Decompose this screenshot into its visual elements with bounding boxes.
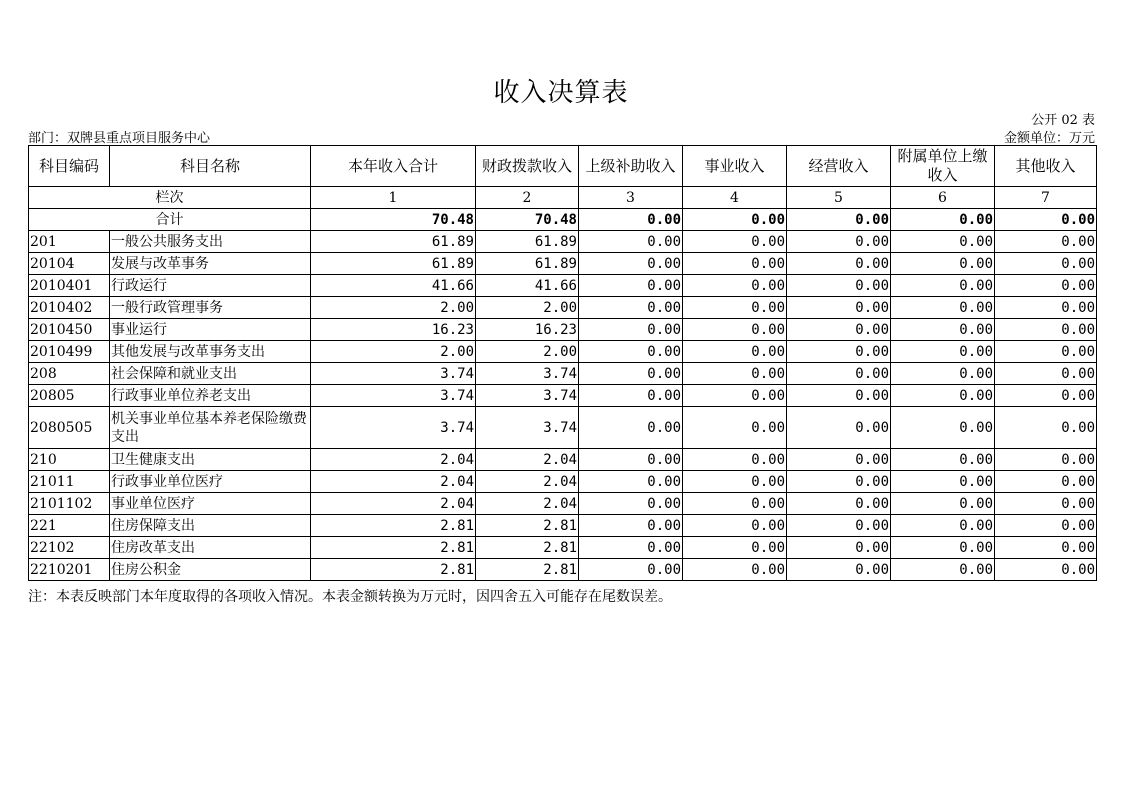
row-value: 41.66 [311,275,476,297]
page-title: 收入决算表 [493,78,629,108]
row-code: 2010402 [29,297,110,319]
row-name: 住房公积金 [110,559,311,581]
row-value: 0.00 [787,515,891,537]
row-value: 0.00 [579,341,683,363]
column-index: 6 [891,187,995,209]
income-table [28,145,1097,581]
row-value: 0.00 [683,537,787,559]
row-value: 0.00 [579,363,683,385]
row-value: 0.00 [579,493,683,515]
row-name: 行政事业单位医疗 [110,471,311,493]
row-value: 0.00 [787,407,891,449]
row-value: 0.00 [787,231,891,253]
row-value: 2.04 [476,493,579,515]
header-row [29,146,1097,187]
row-value: 0.00 [787,341,891,363]
table-row [29,297,1097,319]
row-code: 2010450 [29,319,110,341]
row-value: 0.00 [995,471,1097,493]
row-value: 41.66 [476,275,579,297]
row-value: 3.74 [311,363,476,385]
header-business-income: 事业收入 [683,146,787,187]
header-affiliated-income: 附属单位上缴收入 [891,146,995,187]
row-value: 0.00 [683,493,787,515]
row-value: 0.00 [683,253,787,275]
row-value: 3.74 [311,385,476,407]
row-code: 2010401 [29,275,110,297]
row-name: 卫生健康支出 [110,449,311,471]
row-value: 0.00 [995,253,1097,275]
row-value: 0.00 [891,493,995,515]
row-code: 20805 [29,385,110,407]
row-value: 16.23 [311,319,476,341]
form-number: 公开 02 表 [1031,113,1095,128]
table-row [29,471,1097,493]
row-value: 2.00 [476,341,579,363]
table-row [29,537,1097,559]
row-name: 发展与改革事务 [110,253,311,275]
row-value: 0.00 [787,275,891,297]
row-value: 2.81 [476,559,579,581]
row-name: 行政运行 [110,275,311,297]
total-value: 0.00 [579,209,683,231]
row-value: 61.89 [311,231,476,253]
row-name: 社会保障和就业支出 [110,363,311,385]
row-value: 0.00 [995,363,1097,385]
row-value: 2.81 [476,515,579,537]
row-value: 2.04 [311,449,476,471]
row-value: 0.00 [891,471,995,493]
table-row [29,449,1097,471]
row-name: 住房改革支出 [110,537,311,559]
header-code: 科目编码 [29,146,110,187]
header-name: 科目名称 [110,146,311,187]
column-index: 1 [311,187,476,209]
row-code: 201 [29,231,110,253]
row-value: 2.04 [476,449,579,471]
table-row [29,231,1097,253]
row-value: 61.89 [476,253,579,275]
row-value: 2.81 [311,559,476,581]
row-code: 20104 [29,253,110,275]
row-value: 0.00 [787,471,891,493]
amount-unit: 金额单位：万元 [1003,131,1095,146]
header-fiscal-income: 财政拨款收入 [476,146,579,187]
column-index-label: 栏次 [29,187,311,209]
total-value: 0.00 [683,209,787,231]
row-value: 0.00 [683,319,787,341]
table-row [29,319,1097,341]
row-value: 61.89 [311,253,476,275]
table-row [29,275,1097,297]
row-value: 0.00 [787,319,891,341]
table-row [29,341,1097,363]
row-value: 0.00 [995,559,1097,581]
total-value: 0.00 [891,209,995,231]
column-index: 2 [476,187,579,209]
row-value: 2.81 [476,537,579,559]
row-value: 0.00 [787,363,891,385]
row-value: 0.00 [891,275,995,297]
row-value: 3.74 [476,385,579,407]
header-superior-subsidy: 上级补助收入 [579,146,683,187]
table-row [29,363,1097,385]
footnote: 注：本表反映部门本年度取得的各项收入情况。本表金额转换为万元时，因四舍五入可能存在尾数误差。 [28,589,672,605]
row-value: 0.00 [787,537,891,559]
row-value: 16.23 [476,319,579,341]
column-index: 4 [683,187,787,209]
row-value: 0.00 [995,297,1097,319]
row-code: 2101102 [29,493,110,515]
row-value: 0.00 [683,407,787,449]
row-value: 0.00 [683,449,787,471]
row-value: 0.00 [579,275,683,297]
row-value: 0.00 [891,385,995,407]
row-value: 2.00 [476,297,579,319]
total-value: 0.00 [995,209,1097,231]
row-value: 0.00 [683,275,787,297]
row-value: 0.00 [995,493,1097,515]
row-value: 0.00 [891,341,995,363]
row-code: 221 [29,515,110,537]
row-value: 2.00 [311,341,476,363]
row-code: 2010499 [29,341,110,363]
row-value: 0.00 [683,385,787,407]
row-value: 3.74 [311,407,476,449]
row-value: 0.00 [891,297,995,319]
table-row [29,407,1097,449]
row-value: 0.00 [579,515,683,537]
row-value: 2.04 [476,471,579,493]
row-value: 0.00 [995,407,1097,449]
row-value: 0.00 [891,559,995,581]
table-row [29,515,1097,537]
total-value: 70.48 [311,209,476,231]
row-name: 一般行政管理事务 [110,297,311,319]
row-name: 行政事业单位养老支出 [110,385,311,407]
row-code: 21011 [29,471,110,493]
row-value: 2.81 [311,515,476,537]
row-name: 住房保障支出 [110,515,311,537]
table-row [29,493,1097,515]
row-value: 0.00 [579,471,683,493]
column-index-row [29,187,1097,209]
row-value: 2.00 [311,297,476,319]
row-value: 0.00 [579,297,683,319]
row-value: 0.00 [891,231,995,253]
row-value: 0.00 [683,559,787,581]
row-code: 210 [29,449,110,471]
row-name: 事业单位医疗 [110,493,311,515]
row-name: 一般公共服务支出 [110,231,311,253]
row-value: 0.00 [891,537,995,559]
row-value: 0.00 [579,319,683,341]
row-value: 0.00 [891,407,995,449]
row-value: 0.00 [787,253,891,275]
row-value: 0.00 [579,449,683,471]
row-value: 0.00 [579,231,683,253]
row-name: 其他发展与改革事务支出 [110,341,311,363]
row-value: 0.00 [787,449,891,471]
row-code: 208 [29,363,110,385]
row-code: 2080505 [29,407,110,449]
row-value: 0.00 [579,407,683,449]
department-label: 部门：双牌县重点项目服务中心 [28,131,211,146]
row-value: 0.00 [995,385,1097,407]
row-value: 2.04 [311,493,476,515]
row-value: 0.00 [683,363,787,385]
column-index: 5 [787,187,891,209]
row-code: 22102 [29,537,110,559]
table-row [29,253,1097,275]
row-value: 0.00 [995,275,1097,297]
row-value: 0.00 [891,363,995,385]
total-row [29,209,1097,231]
row-value: 3.74 [476,407,579,449]
row-value: 0.00 [579,559,683,581]
row-value: 0.00 [891,449,995,471]
row-name: 事业运行 [110,319,311,341]
row-value: 0.00 [683,231,787,253]
row-code: 2210201 [29,559,110,581]
row-value: 2.04 [311,471,476,493]
total-label: 合计 [29,209,311,231]
row-value: 0.00 [995,231,1097,253]
row-value: 0.00 [579,253,683,275]
row-value: 2.81 [311,537,476,559]
row-value: 0.00 [683,297,787,319]
row-value: 0.00 [995,341,1097,363]
row-name: 机关事业单位基本养老保险缴费支出 [110,407,311,449]
row-value: 0.00 [891,253,995,275]
total-value: 70.48 [476,209,579,231]
row-value: 0.00 [891,319,995,341]
row-value: 0.00 [787,385,891,407]
total-value: 0.00 [787,209,891,231]
header-operating-income: 经营收入 [787,146,891,187]
row-value: 0.00 [995,515,1097,537]
row-value: 0.00 [787,297,891,319]
row-value: 0.00 [995,319,1097,341]
row-value: 0.00 [995,449,1097,471]
row-value: 0.00 [787,559,891,581]
header-other-income: 其他收入 [995,146,1097,187]
row-value: 0.00 [579,385,683,407]
row-value: 0.00 [995,537,1097,559]
row-value: 0.00 [891,515,995,537]
column-index: 7 [995,187,1097,209]
row-value: 0.00 [787,493,891,515]
row-value: 61.89 [476,231,579,253]
column-index: 3 [579,187,683,209]
row-value: 0.00 [579,537,683,559]
row-value: 0.00 [683,471,787,493]
row-value: 3.74 [476,363,579,385]
table-row [29,385,1097,407]
row-value: 0.00 [683,515,787,537]
header-total-income: 本年收入合计 [311,146,476,187]
table-row [29,559,1097,581]
row-value: 0.00 [683,341,787,363]
